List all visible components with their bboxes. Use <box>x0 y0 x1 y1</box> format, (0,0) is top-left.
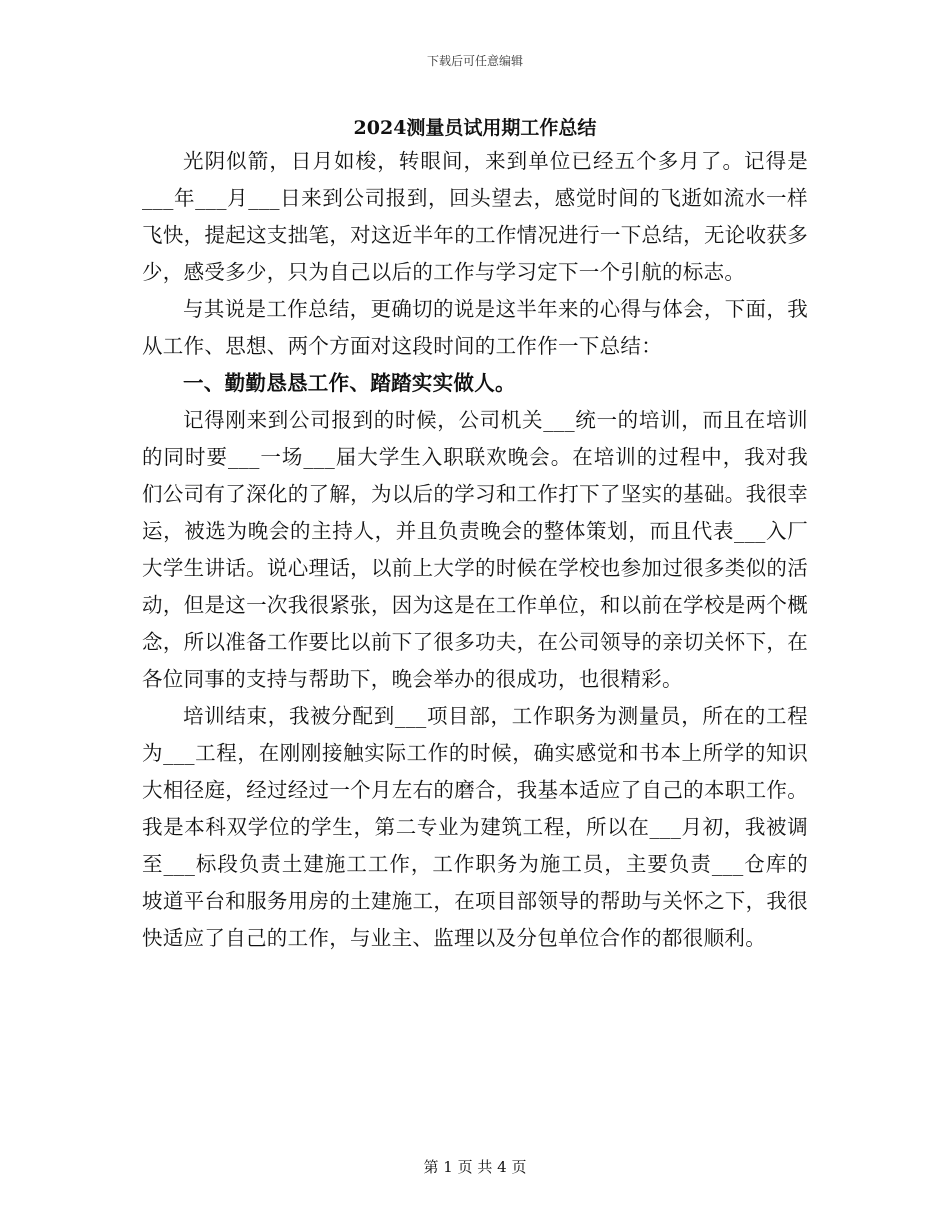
section-heading-1: 一、勤勤恳恳工作、踏踏实实做人。 <box>183 371 516 395</box>
document-title: 2024测量员试用期工作总结 <box>353 117 597 139</box>
paragraph-assignment: 培训结束，我被分配到___项目部，工作职务为测量员，所在的工程为___工程，在刚刚接触实际工作的时候，确实感觉和书本上所学的知识大相径庭，经过经过一个月左右的磨合，我基本适应了自己的本职工作。我是本科双学位的学生，第二专业为建筑工程，所以在___月初，我被调至___标段负责土建施工工作，工作职务为施工员，主要负责___仓库的坡道平台和服务用房的土建施工，在项目部领导的帮助与关怀之下，我很快适应了自己的工作，与业主、监理以及分包单位合作的都很顺利。 <box>142 704 808 950</box>
document-body <box>142 113 808 957</box>
page-header-note: 下载后可任意编辑 <box>426 54 523 68</box>
paragraph-intro: 光阴似箭，日月如梭，转眼间，来到单位已经五个多月了。记得是___年___月___日来到公司报到，回头望去，感觉时间的飞逝如流水一样飞快，提起这支拙笔，对这近半年的工作情况进行一下总结，无论收获多少，感受多少，只为自己以后的工作与学习定下一个引航的标志。 <box>142 149 808 284</box>
page-number: 第 1 页 共 4 页 <box>423 1158 527 1176</box>
paragraph-overview: 与其说是工作总结，更确切的说是这半年来的心得与体会，下面，我从工作、思想、两个方面对这段时间的工作作一下总结： <box>142 297 808 358</box>
paragraph-training: 记得刚来到公司报到的时候，公司机关___统一的培训，而且在培训的同时要___一场___届大学生入职联欢晚会。在培训的过程中，我对我们公司有了深化的了解，为以后的学习和工作打下了坚实的基础。我很幸运，被选为晚会的主持人，并且负责晚会的整体策划，而且代表___入厂大学生讲话。说心理话，以前上大学的时候在学校也参加过很多类似的活动，但是这一次我很紧张，因为这是在工作单位，和以前在学校是两个概念，所以准备工作要比以前下了很多功夫，在公司领导的亲切关怀下，在各位同事的支持与帮助下，晚会举办的很成功，也很精彩。 <box>142 408 808 691</box>
